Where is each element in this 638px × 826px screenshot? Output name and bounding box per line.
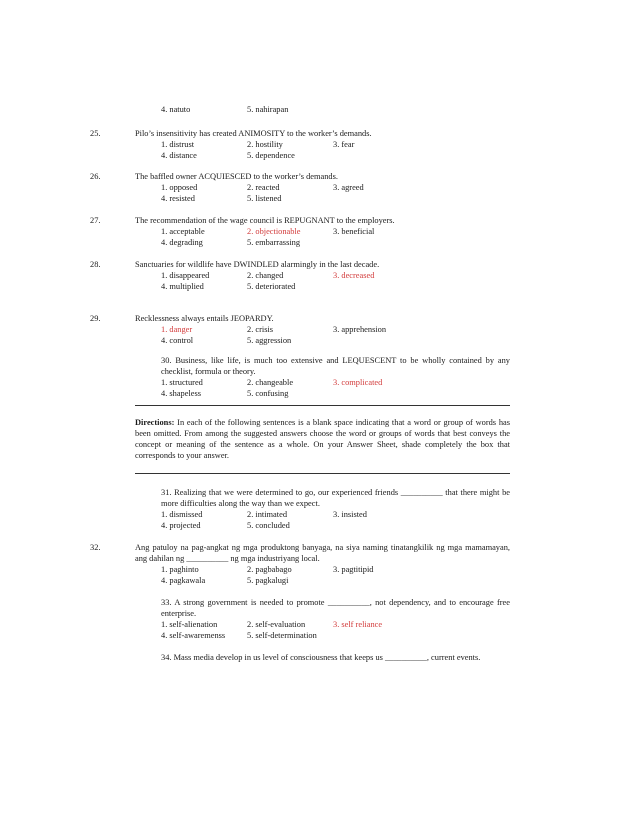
answer-option: 2. objectionable — [247, 227, 301, 236]
option-text: 5. concluded — [247, 521, 290, 530]
answer-option: 3. decreased — [333, 271, 375, 280]
option-text: 1. structured — [161, 378, 203, 387]
option-text: 4. self-awaremenss — [161, 631, 226, 640]
question-number: 28. — [90, 260, 101, 269]
option-text: 2. reacted — [247, 183, 280, 192]
option-text: 2. changeable — [247, 378, 294, 387]
option-text: 4. resisted — [161, 194, 195, 203]
option-text: 5. aggression — [247, 336, 292, 345]
option-text: 1. self-alienation — [161, 620, 218, 629]
directions-text: In each of the following sentences is a blank space indicating that a word or group of words has been omitted. From among the suggested answers choose the word or groups of words that best conveys the concept or meaning of the sentence as a whole. On your Answer Sheet, shade completely the box that corresponds to your answer. — [135, 418, 510, 460]
option-text: 5. nahirapan — [247, 105, 289, 114]
option-text: 4. shapeless — [161, 389, 202, 398]
option-text: 5. confusing — [247, 389, 289, 398]
option-text: 3. fear — [333, 140, 355, 149]
option-text: 5. deteriorated — [247, 282, 296, 291]
question-number: 32. — [90, 543, 101, 552]
option-text: 5. embarrassing — [247, 238, 301, 247]
question-number: 25. — [90, 129, 101, 138]
question-number: 29. — [90, 314, 101, 323]
answer-option: 3. complicated — [333, 378, 383, 387]
option-text: 5. listened — [247, 194, 282, 203]
option-text: 2. crisis — [247, 325, 274, 334]
answer-option: 3. self reliance — [333, 620, 383, 629]
option-text: 4. natuto — [161, 105, 191, 114]
option-text: 1. paghinto — [161, 565, 199, 574]
option-text: 4. distance — [161, 151, 197, 160]
answer-option: 1. danger — [161, 325, 193, 334]
question-number: 27. — [90, 216, 101, 225]
option-text: 1. distrust — [161, 140, 195, 149]
directions-label: Directions: — [135, 418, 175, 427]
option-text: 3. apprehension — [333, 325, 387, 334]
option-text: 4. degrading — [161, 238, 203, 247]
option-text: 4. control — [161, 336, 194, 345]
option-text: 1. opposed — [161, 183, 198, 192]
option-text: 2. hostility — [247, 140, 283, 149]
question-stem: Sanctuaries for wildlife have DWINDLED alarmingly in the last decade. — [135, 260, 380, 269]
option-text: 1. dismissed — [161, 510, 203, 519]
question-stem: 30. Business, like life, is much too extensive and LEQUESCENT to be wholly contained by any checklist, formula or theory. — [161, 356, 510, 376]
question-stem: Pilo’s insensitivity has created ANIMOSITY to the worker’s demands. — [135, 129, 372, 138]
option-text: 3. insisted — [333, 510, 367, 519]
question-number: 26. — [90, 172, 101, 181]
option-text: 5. self-determination — [247, 631, 317, 640]
directions — [135, 417, 510, 461]
option-text: 4. projected — [161, 521, 201, 530]
directions-bottom-rule — [135, 473, 510, 474]
option-text: 4. multiplied — [161, 282, 204, 291]
option-text: 2. self-evaluation — [247, 620, 306, 629]
directions-top-rule — [135, 405, 510, 406]
option-text: 3. beneficial — [333, 227, 375, 236]
option-text: 2. pagbabago — [247, 565, 292, 574]
option-text: 5. pagkalugi — [247, 576, 289, 585]
option-text: 1. disappeared — [161, 271, 210, 280]
option-text: 3. pagtitipid — [333, 565, 374, 574]
question-stem: The baffled owner ACQUIESCED to the worker’s demands. — [135, 172, 338, 181]
question-stem: 31. Realizing that we were determined to go, our experienced friends __________ that there might be more difficulties along the way than we expect. — [161, 488, 510, 508]
question-stem: The recommendation of the wage council is REPUGNANT to the employers. — [135, 216, 395, 225]
option-text: 2. changed — [247, 271, 284, 280]
option-text: 5. dependence — [247, 151, 295, 160]
option-text: 1. acceptable — [161, 227, 205, 236]
question-stem: 33. A strong government is needed to promote __________, not dependency, and to encourage free enterprise. — [161, 598, 510, 618]
option-text: 4. pagkawala — [161, 576, 206, 585]
question-stem: 34. Mass media develop in us level of consciousness that keeps us __________, current events. — [161, 653, 481, 662]
option-text: 2. intimated — [247, 510, 288, 519]
option-text: 3. agreed — [333, 183, 364, 192]
question-stem: Recklessness always entails JEOPARDY. — [135, 314, 274, 323]
question-stem: Ang patuloy na pag-angkat ng mga produktong banyaga, na siya naming tinatangkilik ng mga mamamayan, ang dahilan ng __________ ng mga industriyang local. — [135, 543, 510, 563]
